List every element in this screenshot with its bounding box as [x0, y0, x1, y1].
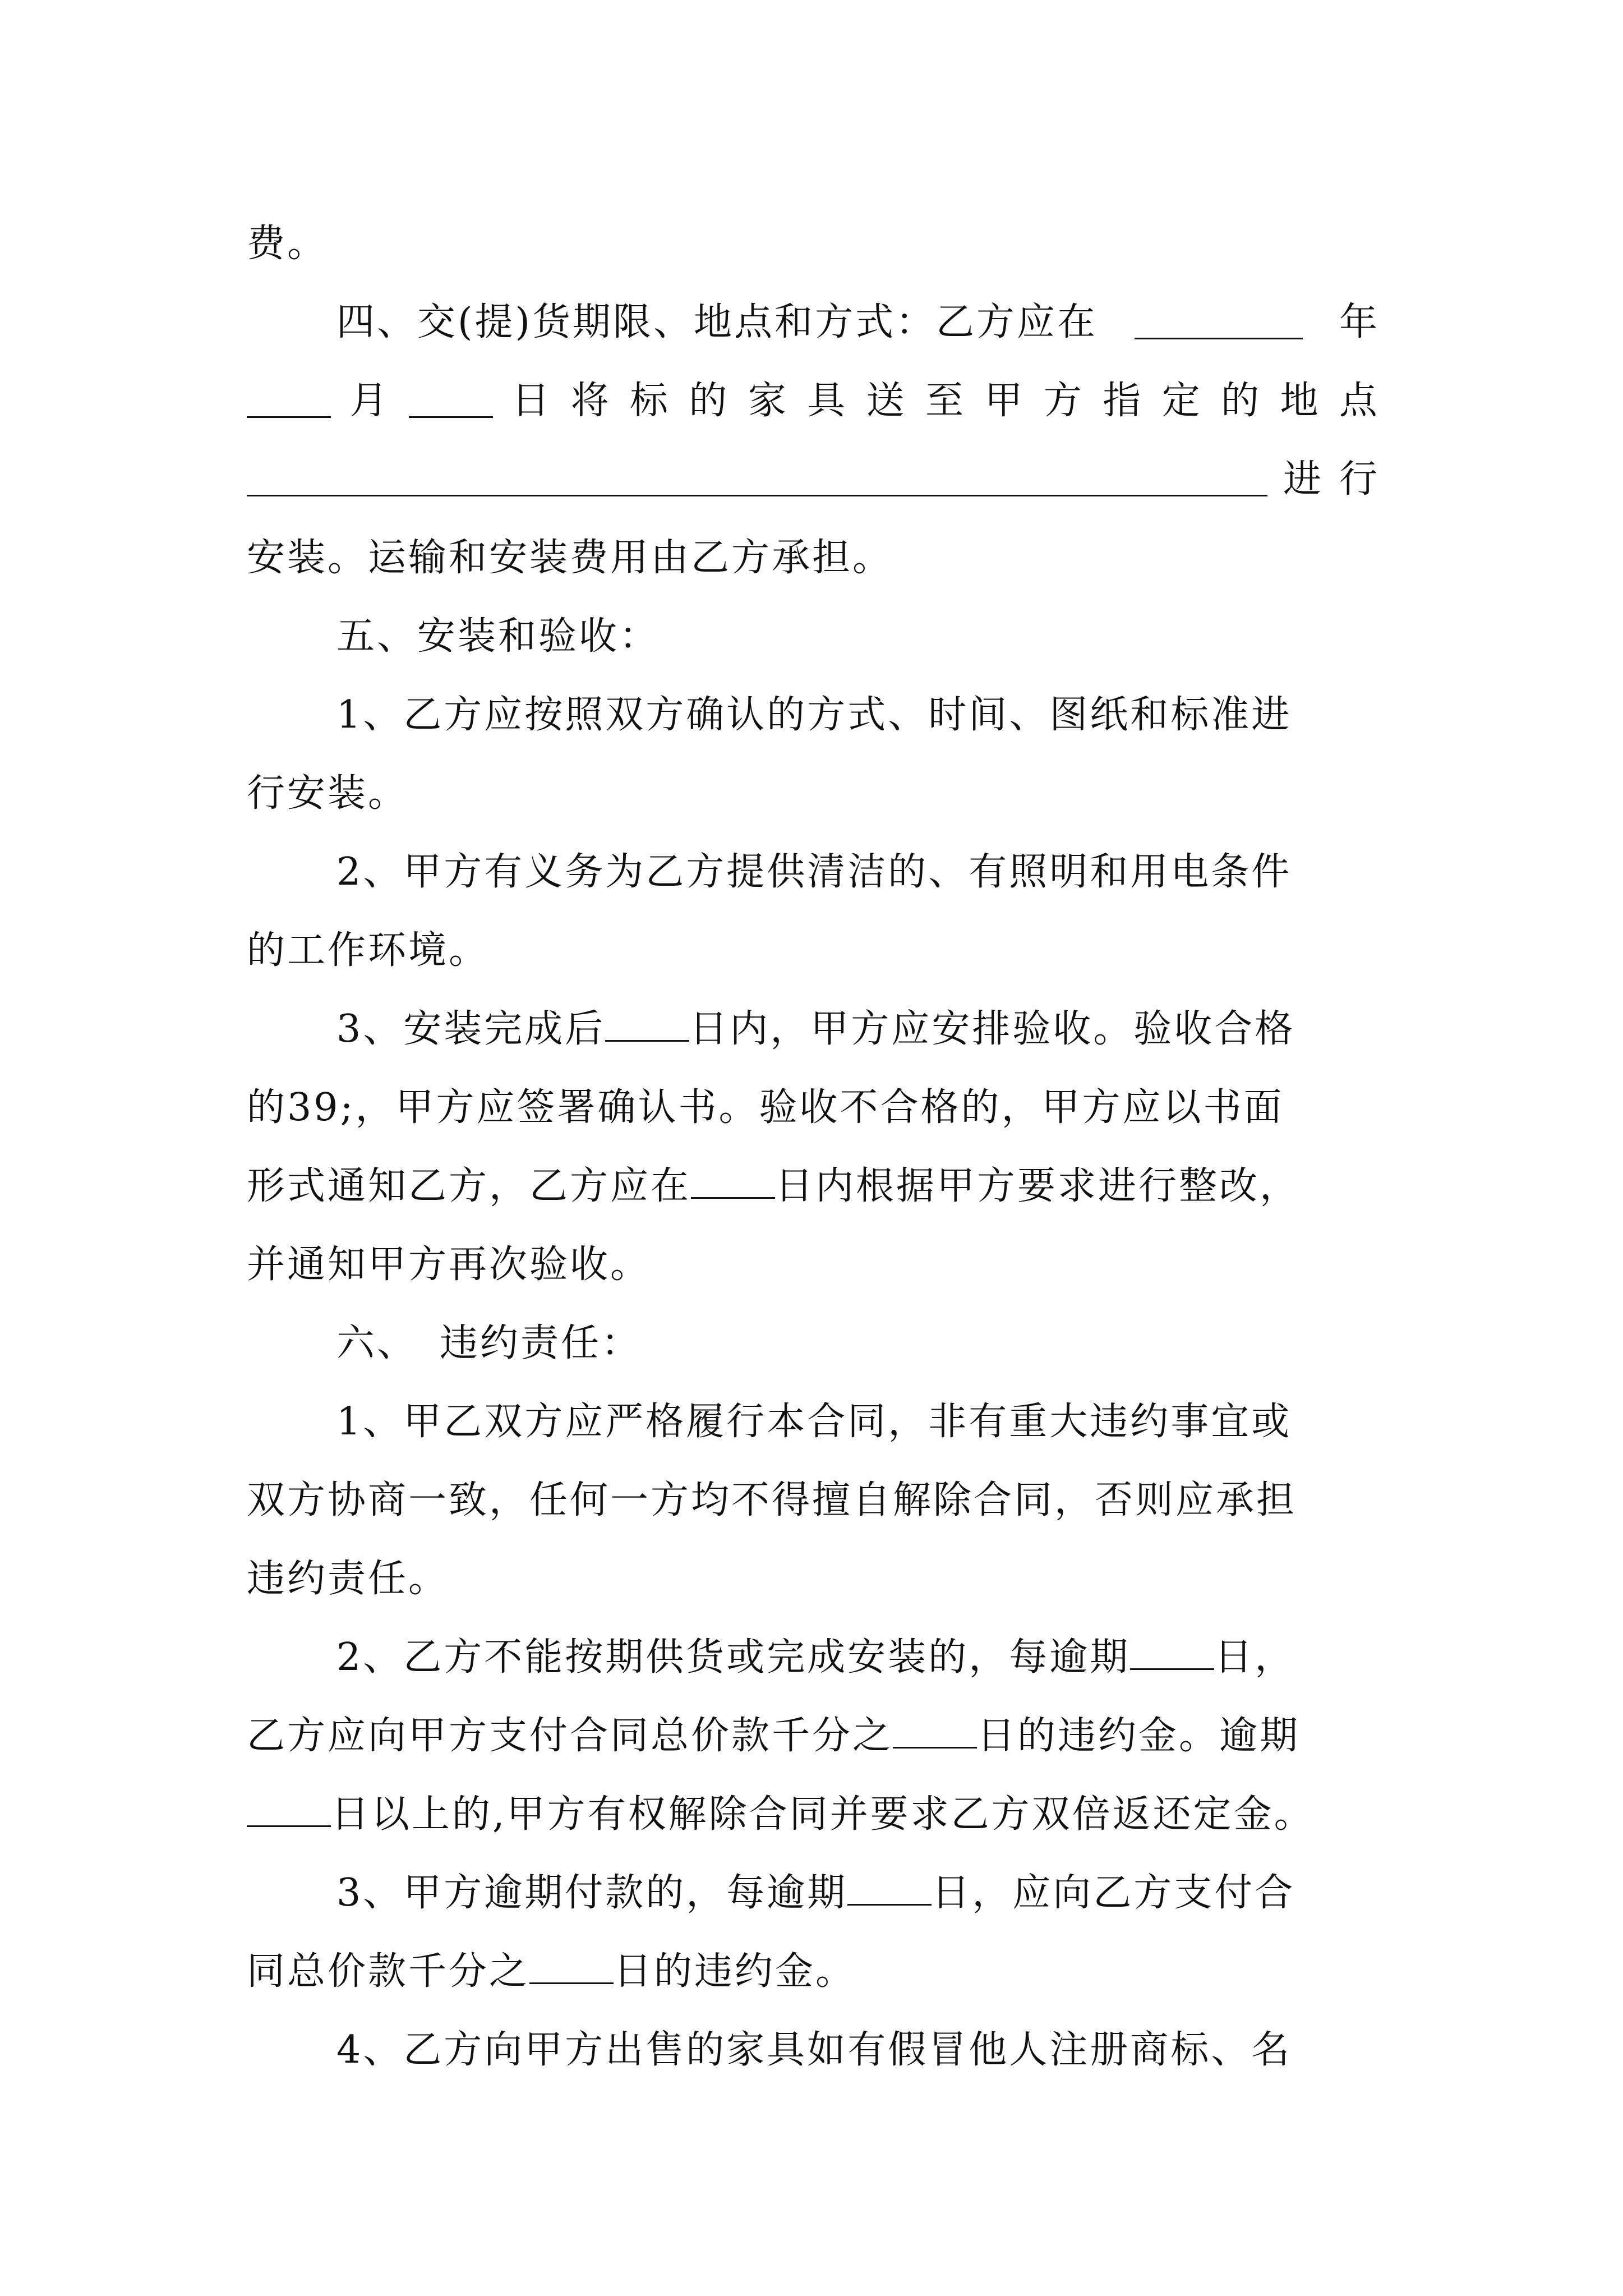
text: 年 — [1339, 300, 1380, 344]
fill-blank — [247, 463, 1267, 496]
text: 的 — [1221, 379, 1262, 423]
text: 定 — [1161, 379, 1202, 423]
text: 的39;，甲方应签署确认书。验收不合格的，甲方应以书面 — [247, 1085, 1284, 1130]
text-line — [336, 833, 1380, 912]
text: 甲 — [984, 379, 1025, 423]
text: 具 — [807, 379, 848, 423]
text: 家 — [748, 379, 789, 423]
text: 五、安装和验收： — [336, 614, 660, 659]
text-line — [336, 283, 1380, 362]
text-line — [247, 1697, 1380, 1775]
text-line — [247, 1147, 1380, 1226]
text: 的 — [689, 379, 730, 423]
text-line — [247, 1226, 1380, 1304]
text-line — [247, 754, 1380, 833]
section-heading — [336, 597, 1380, 676]
text: 地 — [1280, 379, 1321, 423]
fill-blank — [691, 1166, 775, 1199]
text-line — [247, 440, 1380, 519]
section-heading — [336, 1304, 1380, 1383]
text: 日， — [1214, 1635, 1295, 1680]
text: 同总价款千分之 — [247, 1949, 530, 1994]
text: 4、乙方向甲方出售的家具如有假冒他人注册商标、名 — [336, 2028, 1292, 2072]
fill-blank — [893, 1715, 977, 1749]
text: 日的违约金。 — [614, 1949, 856, 1994]
text: 至 — [925, 379, 966, 423]
text: 指 — [1103, 379, 1144, 423]
text: 2、甲方有义务为乙方提供清洁的、有照明和用电条件 — [336, 850, 1292, 894]
text: 2、乙方不能按期供货或完成安装的，每逾期 — [336, 1635, 1131, 1680]
text: 点 — [1339, 379, 1380, 423]
text-line — [247, 1461, 1380, 1540]
text: 行安装。 — [247, 771, 409, 816]
text: 日以上的,甲方有权解除合同并要求乙方双倍返还定金。 — [331, 1792, 1315, 1837]
text: 安装。运输和安装费用由乙方承担。 — [247, 536, 893, 580]
text-line — [247, 1932, 1380, 2011]
text-line — [247, 1540, 1380, 1618]
text: 日内，甲方应安排验收。验收合格 — [689, 1007, 1295, 1051]
fill-blank — [605, 1009, 689, 1042]
text: 日，应向乙方支付合 — [932, 1871, 1295, 1915]
text-line — [336, 2011, 1380, 2090]
fill-blank — [1130, 1637, 1214, 1670]
text: 进 — [1283, 457, 1324, 501]
text: 日的违约金。逾期 — [977, 1714, 1301, 1758]
fill-blank — [247, 385, 331, 418]
text: 四、交(提)货期限、地点和方式：乙方应在 — [336, 300, 1098, 344]
text: 月 — [349, 379, 390, 423]
text: 乙方应向甲方支付合同总价款千分之 — [247, 1714, 893, 1758]
text: 行 — [1339, 457, 1380, 501]
text-line — [247, 912, 1380, 990]
text: 违约责任。 — [247, 1557, 449, 1601]
text-line — [247, 205, 1380, 283]
fill-blank — [1135, 306, 1303, 339]
text-line — [336, 1618, 1380, 1697]
text: 3、甲方逾期付款的，每逾期 — [336, 1871, 848, 1915]
text: 费。 — [247, 222, 328, 266]
fill-blank — [529, 1951, 614, 1984]
fill-blank — [247, 1794, 331, 1827]
text-line — [247, 1069, 1380, 1147]
text: 将 — [570, 379, 611, 423]
fill-blank — [847, 1872, 932, 1906]
text: 双方协商一致，任何一方均不得擅自解除合同，否则应承担 — [247, 1478, 1297, 1522]
text-line — [336, 990, 1380, 1069]
text-line — [247, 362, 1380, 440]
text-line — [247, 519, 1380, 597]
text: 日 — [511, 379, 552, 423]
text: 的工作环境。 — [247, 928, 490, 973]
text: 送 — [866, 379, 907, 423]
text: 1、甲乙双方应严格履行本合同，非有重大违约事宜或 — [336, 1400, 1292, 1444]
text: 日内根据甲方要求进行整改， — [775, 1164, 1301, 1208]
text-line — [336, 1854, 1380, 1932]
text: 违约责任： — [440, 1321, 642, 1365]
text: 1、乙方应按照双方确认的方式、时间、图纸和标准进 — [336, 693, 1292, 737]
text: 形式通知乙方，乙方应在 — [247, 1164, 691, 1208]
text: 并通知甲方再次验收。 — [247, 1243, 651, 1287]
text: 标 — [630, 379, 671, 423]
text-line — [336, 1383, 1380, 1461]
text: 方 — [1043, 379, 1084, 423]
fill-blank — [409, 385, 493, 418]
text: 六、 — [336, 1321, 418, 1365]
text: 3、安装完成后 — [336, 1007, 606, 1051]
text-line — [247, 1775, 1380, 1854]
text-line — [336, 676, 1380, 754]
